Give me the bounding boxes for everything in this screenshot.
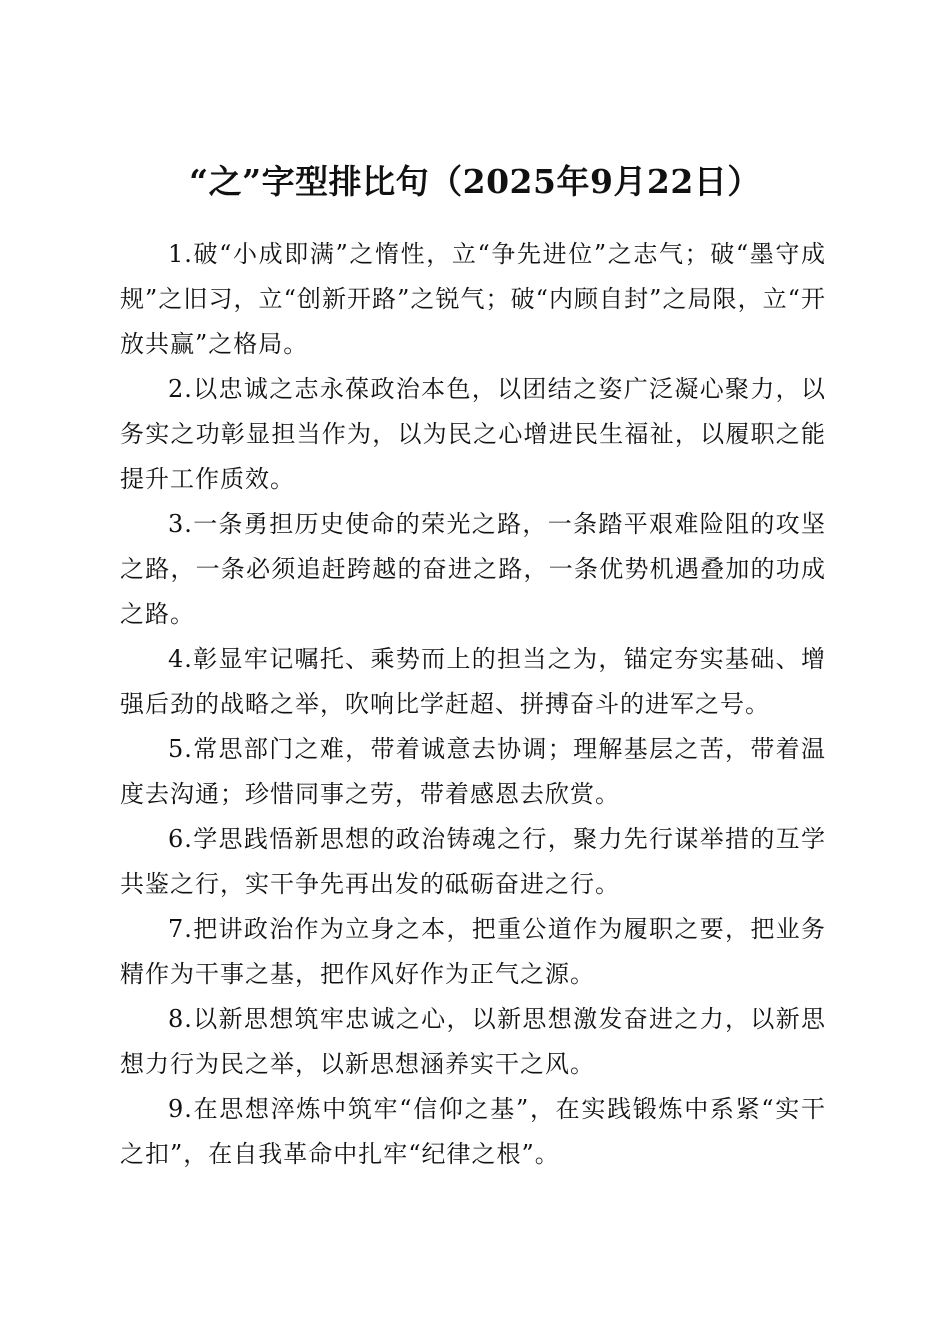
paragraph-3: 3.一条勇担历史使命的荣光之路，一条踏平艰难险阻的攻坚之路，一条必须追赶跨越的奋进之路，一条优势机遇叠加的功成之路。 (120, 510, 826, 628)
paragraph-8: 8.以新思想筑牢忠诚之心，以新思想激发奋进之力，以新思想力行为民之举，以新思想涵养实干之风。 (120, 1005, 826, 1078)
paragraph-4: 4.彰显牢记嘱托、乘势而上的担当之为，锚定夯实基础、增强后劲的战略之举，吹响比学赶超、拼搏奋斗的进军之号。 (120, 645, 826, 718)
paragraph-1: 1.破“小成即满”之惰性，立“争先进位”之志气；破“墨守成规”之旧习，立“创新开路”之锐气；破“内顾自封”之局限，立“开放共赢”之格局。 (120, 240, 826, 358)
paragraph-7: 7.把讲政治作为立身之本，把重公道作为履职之要，把业务精作为干事之基，把作风好作为正气之源。 (120, 915, 826, 988)
paragraph-9: 9.在思想淬炼中筑牢“信仰之基”，在实践锻炼中系紧“实干之扣”，在自我革命中扎牢“纪律之根”。 (120, 1095, 826, 1168)
paragraph-5: 5.常思部门之难，带着诚意去协调；理解基层之苦，带着温度去沟通；珍惜同事之劳，带着感恩去欣赏。 (120, 735, 826, 808)
document-body (120, 232, 826, 1177)
document-title: “之”字型排比句（2025年9月22日） (189, 162, 761, 202)
paragraph-2: 2.以忠诚之志永葆政治本色，以团结之姿广泛凝心聚力，以务实之功彰显担当作为，以为民之心增进民生福祉，以履职之能提升工作质效。 (120, 375, 826, 493)
paragraph-6: 6.学思践悟新思想的政治铸魂之行，聚力先行谋举措的互学共鉴之行，实干争先再出发的砥砺奋进之行。 (120, 825, 826, 898)
